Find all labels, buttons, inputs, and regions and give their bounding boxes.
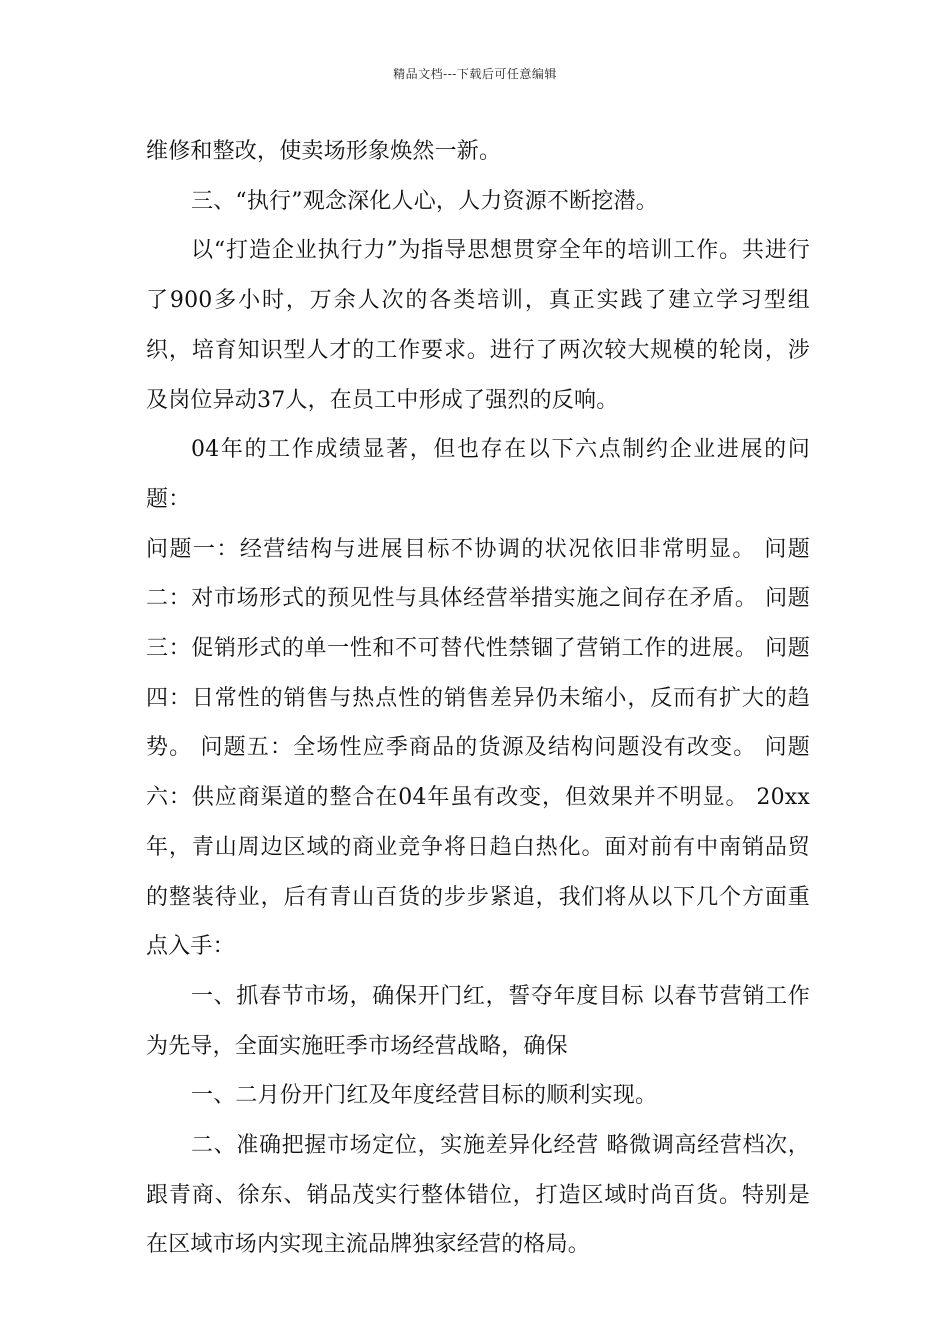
document-body (146, 127, 810, 1270)
paragraph-problems-intro: 04年的工作成绩显著，但也存在以下六点制约企业进展的问题： (146, 437, 810, 512)
page-header: 精品文档---下载后可任意编辑 (393, 67, 557, 81)
section-heading-three: 三、“执行”观念深化人心，人力资源不断挖潜。 (191, 188, 658, 214)
section-heading-two: 二、准确把握市场定位，实施差异化经营 略微调高经营档次，跟青商、徐东、销品茂实行整体错位，打造区域时尚百货。特别是在区域市场内实现主流品牌独家经营的格局。 (146, 1133, 810, 1258)
paragraph-target: 一、二月份开门红及年度经营目标的顺利实现。 (191, 1083, 658, 1109)
paragraph-problems-list: 问题一：经营结构与进展目标不协调的状况依旧非常明显。 问题二：对市场形式的预见性与具体经营举措实施之间存在矛盾。 问题三：促销形式的单一性和不可替代性禁锢了营销工作的进展。 问题四：日常性的销售与热点性的销售差异仍未缩小，反而有扩大的趋势。 问题五：全场性应季商品的货源及结构问题没有改变。 问题六：供应商渠道的整合在04年虽有改变，但效果并不明显。 20xx年，青山周边区域的商业竞争将日趋白热化。面对前有中南销品贸的整装待业，后有青山百货的步步紧追，我们将从以下几个方面重点入手： (146, 536, 810, 960)
section-heading-one: 一、抓春节市场，确保开门红，誓夺年度目标 以春节营销工作为先导，全面实施旺季市场经营战略，确保 (146, 983, 810, 1059)
paragraph-continuation: 维修和整改，使卖场形象焕然一新。 (146, 139, 502, 164)
paragraph-training: 以“打造企业执行力”为指导思想贯穿全年的培训工作。共进行了900多小时，万余人次的各类培训，真正实践了建立学习型组织，培育知识型人才的工作要求。进行了两次较大规模的轮岗，涉及岗位异动37人，在员工中形成了强烈的反响。 (146, 238, 810, 413)
